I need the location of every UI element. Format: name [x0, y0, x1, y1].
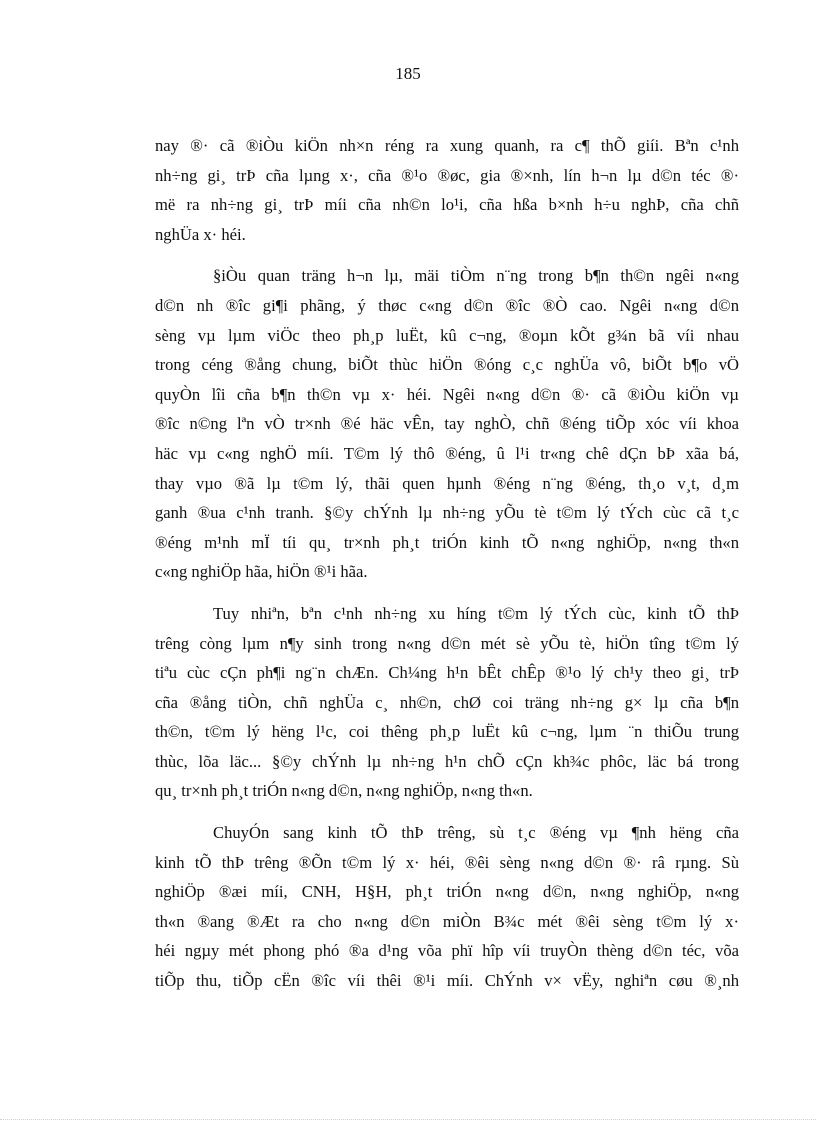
text-line: trong céng ®ång chung, biÕt thùc hiÖn ®óng c¸c nghÜa vô, biÕt b¶o vÖ	[155, 355, 739, 375]
text-line: trêng còng lµm n¶y sinh trong n«ng d©n mét sè yÕu tè, hiÖn tîng t©m lý	[155, 633, 739, 653]
text-line: c«ng nghiÖp hãa, hiÖn ®¹i hãa.	[155, 562, 368, 582]
text-line: cña ®ång tiÒn, chñ nghÜa c¸ nh©n, chØ coi träng nh÷ng g× lµ cña b¶n	[155, 692, 739, 712]
text-line: d©n nh ®îc gi¶i phãng, ý thøc c«ng d©n ®îc ®Ò cao. Ngêi n«ng d©n	[155, 295, 739, 315]
page-bottom-divider	[0, 1119, 816, 1120]
body-text	[155, 131, 739, 1008]
text-line: tiÕp thu, tiÕp cËn ®îc víi thêi ®¹i míi. ChÝnh v× vËy, nghiªn cøu ®¸nh	[155, 971, 739, 991]
paragraph	[155, 818, 739, 996]
text-line: kinh tÕ thÞ trêng ®Õn t©m lý x· héi, ®êi sèng n«ng d©n ®· râ rµng. Sù	[155, 852, 739, 872]
text-line: quyÒn lîi cña b¶n th©n vµ x· héi. Ngêi n«ng d©n ®· cã ®iÒu kiÖn vµ	[155, 384, 739, 404]
text-line: ®îc n©ng lªn vÒ tr×nh ®é häc vÊn, tay nghÒ, chñ ®éng tiÕp xóc víi khoa	[155, 414, 739, 434]
paragraph	[155, 261, 739, 587]
text-line: nay ®· cã ®iÒu kiÖn nh×n réng ra xung quanh, ra c¶ thÕ giíi. Bªn c¹nh	[155, 136, 739, 155]
text-line: héi ngµy mét phong phó ®a d¹ng võa phï hîp víi truyÒn thèng d©n téc, võa	[155, 941, 739, 961]
text-line: §iÒu quan träng h¬n lµ, mäi tiÒm n¨ng trong b¶n th©n ngêi n«ng	[213, 266, 739, 286]
text-line: ®éng m¹nh mÏ tíi qu¸ tr×nh ph¸t triÓn kinh tÕ n«ng nghiÖp, n«ng th«n	[155, 532, 739, 552]
text-line: th«n ®ang ®Æt ra cho n«ng d©n miÒn B¾c mét ®êi sèng t©m lý x·	[155, 911, 739, 931]
text-line: häc vµ c«ng nghÖ míi. T©m lý thô ®éng, û l¹i tr«ng chê dÇn bÞ xãa bá,	[155, 443, 739, 463]
text-line: thùc, lõa läc... §©y chÝnh lµ nh÷ng h¹n chÕ cÇn kh¾c phôc, läc bá trong	[155, 751, 739, 771]
text-line: ChuyÓn sang kinh tÕ thÞ trêng, sù t¸c ®éng vµ ¶nh hëng cña	[213, 823, 739, 843]
paragraph	[155, 131, 739, 249]
text-line: th©n, t©m lý hëng l¹c, coi thêng ph¸p luËt kû c¬ng, lµm ¨n thiÕu trung	[155, 722, 739, 742]
text-line: më ra nh÷ng gi¸ trÞ míi cña nh©n lo¹i, cña hßa b×nh h÷u nghÞ, cña chñ	[155, 195, 739, 215]
text-line: Tuy nhiªn, bªn c¹nh nh÷ng xu híng t©m lý tÝch cùc, kinh tÕ thÞ	[213, 603, 739, 623]
text-line: qu¸ tr×nh ph¸t triÓn n«ng d©n, n«ng nghiÖp, n«ng th«n.	[155, 781, 533, 801]
text-line: nghiÖp ®æi míi, CNH, H§H, ph¸t triÓn n«ng d©n, n«ng nghiÖp, n«ng	[155, 882, 739, 902]
text-line: tiªu cùc cÇn ph¶i ng¨n chÆn. Ch¼ng h¹n bÊt chÊp ®¹o lý ch¹y theo gi¸ trÞ	[155, 663, 739, 683]
text-line: ganh ®ua c¹nh tranh. §©y chÝnh lµ nh÷ng yÕu tè t©m lý tÝch cùc cã t¸c	[155, 503, 739, 523]
text-line: sèng vµ lµm viÖc theo ph¸p luËt, kû c¬ng, ®oµn kÕt g¾n bã víi nhau	[155, 325, 739, 345]
text-line: nh÷ng gi¸ trÞ cña lµng x·, cña ®¹o ®øc, gia ®×nh, lín h¬n lµ d©n téc ®·	[155, 165, 739, 185]
paragraph	[155, 599, 739, 806]
text-line: thay vµo ®ã lµ t©m lý, thãi quen hµnh ®éng n¨ng ®éng, th¸o v¸t, d¸m	[155, 473, 739, 493]
text-line: nghÜa x· héi.	[155, 224, 246, 244]
page-number: 185	[395, 64, 421, 83]
